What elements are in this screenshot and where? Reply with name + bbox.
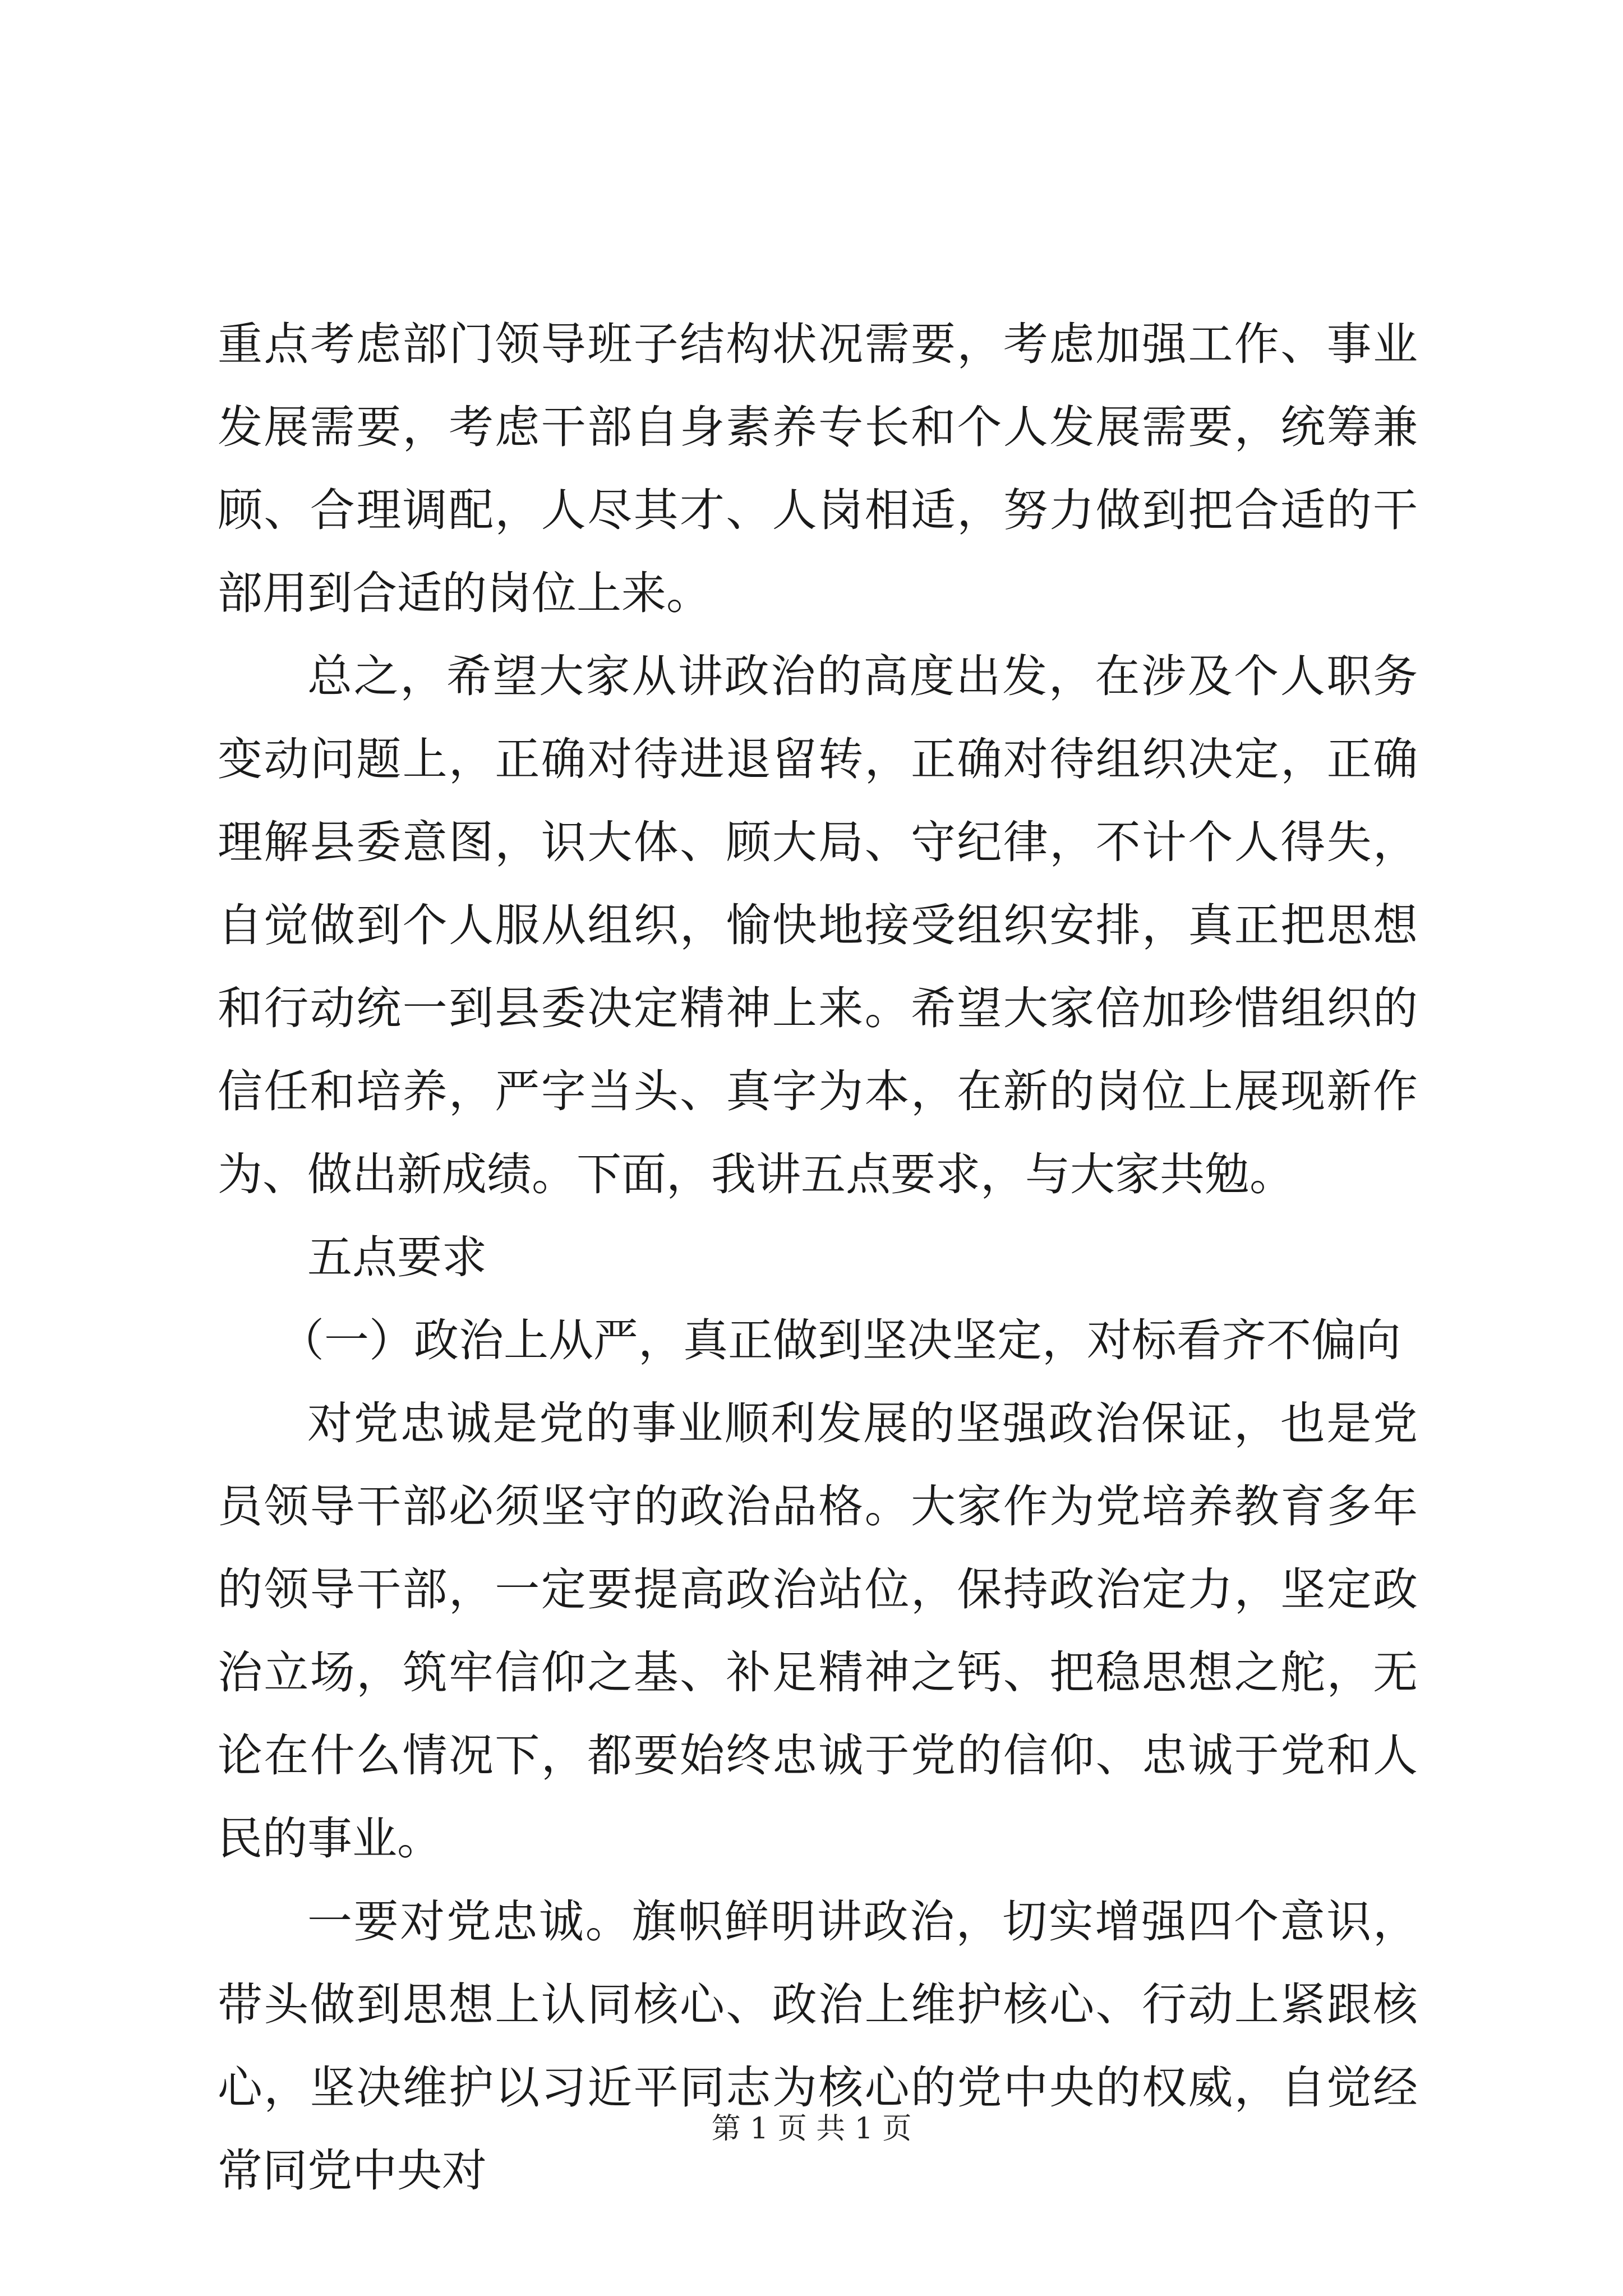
paragraph-3: 对党忠诚是党的事业顺利发展的坚强政治保证，也是党员领导干部必须坚守的政治品格。大家作为党培养教育多年的领导干部，一定要提高政治站位，保持政治定力，坚定政治立场，筑牢信仰之基、补足精神之钙、把稳思想之舵，无论在什么情况下，都要始终忠诚于党的信仰、忠诚于党和人民的事业。 — [218, 1397, 1418, 1865]
paragraph-2: 总之，希望大家从讲政治的高度出发，在涉及个人职务变动问题上，正确对待进退留转，正确对待组织决定，正确理解县委意图，识大体、顾大局、守纪律，不计个人得失，自觉做到个人服从组织，愉快地接受组织安排，真正把思想和行动统一到县委决定精神上来。希望大家倍加珍惜组织的信任和培养，严字当头、真字为本，在新的岗位上展现新作为、做出新成绩。下面，我讲五点要求，与大家共勉。 — [218, 650, 1418, 1200]
paragraph-1: 重点考虑部门领导班子结构状况需要，考虑加强工作、事业发展需要，考虑干部自身素养专长和个人发展需要，统筹兼顾、合理调配，人尽其才、人岗相适，努力做到把合适的干部用到合适的岗位上来。 — [218, 318, 1418, 619]
subsection-heading: （一）政治上从严，真正做到坚决坚定，对标看齐不偏向 — [279, 1314, 1401, 1366]
page-footer: 第 1 页 共 1 页 — [711, 2112, 912, 2146]
document-body — [218, 303, 1418, 2212]
section-heading: 五点要求 — [307, 1231, 487, 1283]
paragraph-4: 一要对党忠诚。旗帜鲜明讲政治，切实增强四个意识，带头做到思想上认同核心、政治上维护核心、行动上紧跟核心，坚决维护以习近平同志为核心的党中央的权威，自觉经常同党中央对 — [218, 1895, 1418, 2197]
